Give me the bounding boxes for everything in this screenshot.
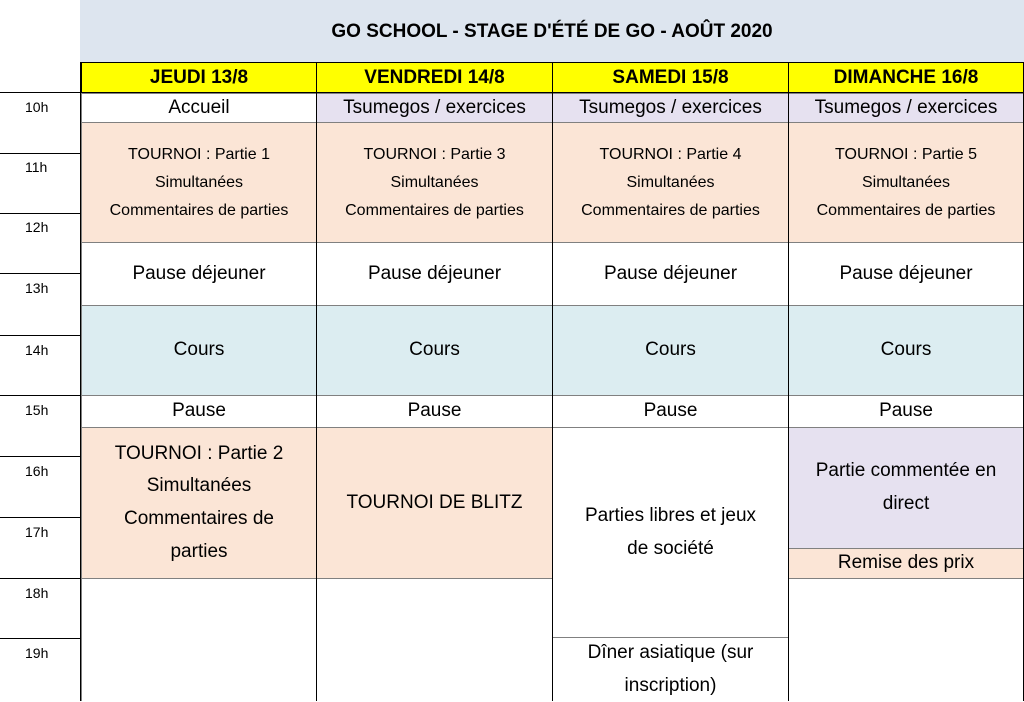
empty-slot [316, 578, 553, 701]
event-pause: Pause [316, 395, 553, 428]
empty-slot [788, 578, 1024, 701]
hour-label: 14h [25, 342, 49, 358]
hour-line [0, 273, 80, 274]
day-header-samedi: SAMEDI 15/8 [552, 62, 789, 93]
hour-label: 11h [25, 159, 48, 175]
hour-label: 16h [25, 463, 49, 479]
event-tournoi-partie-3: TOURNOI : Partie 3 Simultanées Commentaires de parties [316, 122, 553, 243]
hour-line [0, 638, 80, 639]
event-remise-des-prix: Remise des prix [788, 548, 1024, 579]
day-header-jeudi: JEUDI 13/8 [81, 62, 317, 93]
column-divider [788, 93, 789, 701]
event-accueil: Accueil [81, 93, 317, 123]
event-tournoi-partie-1: TOURNOI : Partie 1 Simultanées Commentaires de parties [81, 122, 317, 243]
page-title: GO SCHOOL - STAGE D'ÉTÉ DE GO - AOÛT 2020 [80, 0, 1024, 63]
hour-line [0, 517, 80, 518]
column-divider [316, 93, 317, 701]
event-pause-dejeuner: Pause déjeuner [552, 242, 789, 306]
hour-label: 10h [25, 99, 49, 115]
event-cours: Cours [81, 305, 317, 396]
event-tournoi-partie-5: TOURNOI : Partie 5 Simultanées Commentaires de parties [788, 122, 1024, 243]
day-header-dimanche: DIMANCHE 16/8 [788, 62, 1024, 93]
column-divider [552, 93, 553, 701]
hour-label: 19h [25, 645, 49, 661]
hour-label: 18h [25, 585, 49, 601]
event-pause-dejeuner: Pause déjeuner [81, 242, 317, 306]
empty-slot [81, 578, 317, 701]
event-tsumegos: Tsumegos / exercices [788, 93, 1024, 123]
hour-label: 15h [25, 402, 49, 418]
hour-label: 17h [25, 524, 49, 540]
event-diner-asiatique: Dîner asiatique (sur inscription) [552, 637, 789, 701]
day-header-vendredi: VENDREDI 14/8 [316, 62, 553, 93]
event-cours: Cours [316, 305, 553, 396]
hour-line [0, 213, 80, 214]
hour-line [0, 335, 80, 336]
event-pause-dejeuner: Pause déjeuner [316, 242, 553, 306]
event-tournoi-partie-4: TOURNOI : Partie 4 Simultanées Commentaires de parties [552, 122, 789, 243]
event-tournoi-partie-2: TOURNOI : Partie 2 Simultanées Commentaires de parties [81, 427, 317, 579]
corner-blank [0, 0, 81, 93]
event-pause: Pause [552, 395, 789, 428]
hour-line [0, 578, 80, 579]
hour-line [0, 153, 80, 154]
event-pause: Pause [788, 395, 1024, 428]
time-column [0, 93, 81, 701]
hour-label: 13h [25, 280, 49, 296]
hour-line [0, 395, 80, 396]
event-cours: Cours [552, 305, 789, 396]
event-cours: Cours [788, 305, 1024, 396]
event-pause-dejeuner: Pause déjeuner [788, 242, 1024, 306]
hour-line [0, 456, 80, 457]
event-tsumegos: Tsumegos / exercices [316, 93, 553, 123]
event-tournoi-blitz: TOURNOI DE BLITZ [316, 427, 553, 579]
event-pause: Pause [81, 395, 317, 428]
event-partie-commentee: Partie commentée en direct [788, 427, 1024, 549]
column-divider [80, 62, 81, 701]
event-parties-libres: Parties libres et jeux de société [552, 427, 789, 638]
hour-label: 12h [25, 219, 49, 235]
event-tsumegos: Tsumegos / exercices [552, 93, 789, 123]
